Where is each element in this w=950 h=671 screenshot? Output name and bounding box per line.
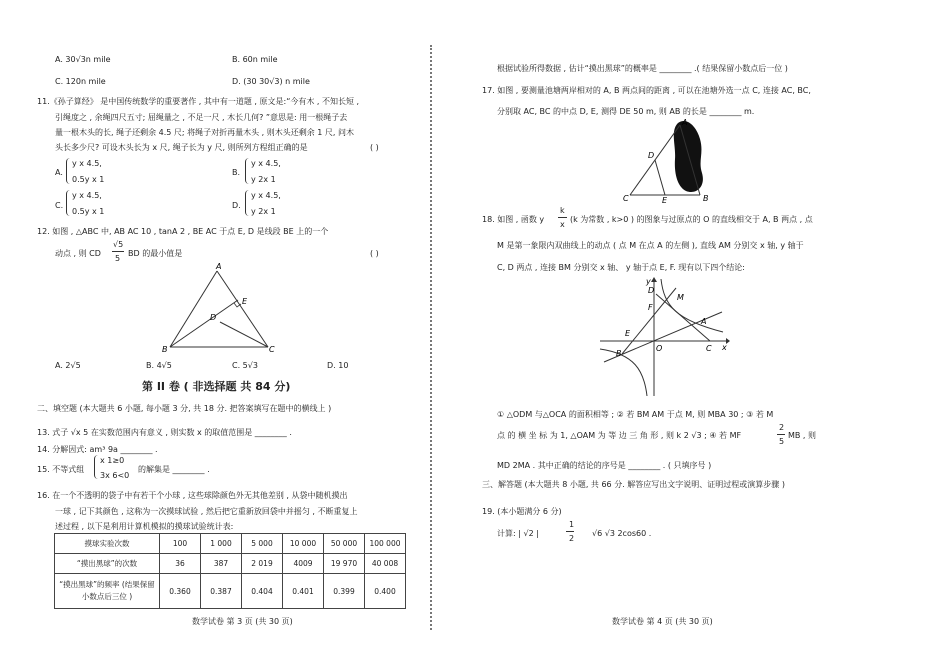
- table-cell: 40 008: [365, 554, 406, 574]
- part2-title: 第 II 卷 ( 非选择题 共 84 分): [142, 380, 291, 393]
- q11-line4: 头长多少尺? 可设木头长为 x 尺, 绳子长为 y 尺, 则所列方程组正确的是: [55, 143, 308, 152]
- q18-line6: MD 2MA . 其中正确的结论的序号是 ________ . ( 只填序号 ): [497, 461, 712, 470]
- label-o: O: [656, 344, 663, 353]
- q10-option-b: B. 60n mile: [232, 55, 278, 64]
- q17-line2: 分别取 AC, BC 的中点 D, E, 测得 DE 50 m, 则 AB 的长是 ________ m.: [497, 107, 755, 116]
- q16-continuation: 根据试验所得数据 , 估计“摸出黑球”的概率是 ________ .( 结果保留小数点后一位 ): [497, 64, 788, 73]
- q11-option-a-eq2: 0.5y x 1: [72, 175, 105, 184]
- table-cell: 36: [160, 554, 201, 574]
- q12-triangle-figure: [160, 260, 290, 356]
- label-a: A: [216, 262, 222, 271]
- q12-line2-suffix: BD 的最小值是: [128, 249, 183, 258]
- table-header-cell: “摸出黑球”的频率 (结果保留小数点后三位 ): [55, 574, 160, 609]
- table-cell: 0.400: [365, 574, 406, 609]
- table-cell: 0.399: [324, 574, 365, 609]
- label-d: D: [210, 313, 217, 322]
- label-a: A: [701, 317, 707, 326]
- right-page-footer: 数学试卷 第 4 页 (共 30 页): [612, 617, 713, 626]
- label-b: B: [162, 345, 168, 354]
- q19-fraction-numerator: 1: [569, 520, 575, 529]
- table-cell: 19 970: [324, 554, 365, 574]
- q12-fraction-numerator: √5: [113, 240, 124, 249]
- label-x: x: [722, 343, 727, 352]
- q11-option-c-eq1: y x 4.5,: [72, 191, 102, 200]
- table-cell: 387: [201, 554, 242, 574]
- q18-mf-denominator: 5: [779, 437, 785, 446]
- label-e: E: [242, 297, 248, 306]
- q12-option-c: C. 5√3: [232, 361, 258, 370]
- q12-option-d: D. 10: [327, 361, 349, 370]
- q11-option-b-eq2: y 2x 1: [251, 175, 276, 184]
- q11-option-d-label: D.: [232, 201, 241, 210]
- label-b: B: [703, 194, 709, 203]
- q18-mf-fraction-bar: [777, 434, 785, 435]
- q15-ineq2: 3x 6<0: [100, 471, 130, 480]
- q18-fraction-denominator: x: [560, 220, 565, 229]
- table-cell: 100 000: [365, 534, 406, 554]
- table-cell: 0.401: [283, 574, 324, 609]
- q11-answer-paren: ( ): [370, 143, 379, 152]
- q11-option-d-eq1: y x 4.5,: [251, 191, 281, 200]
- line-bm: [622, 288, 676, 354]
- q16-line3: 述过程 , 以下是利用计算机模拟的摸球试验统计表:: [55, 522, 234, 531]
- table-row: [55, 574, 406, 609]
- label-c: C: [269, 345, 275, 354]
- label-d: D: [648, 286, 655, 295]
- segment-cd: [220, 322, 268, 347]
- q18-line1-prefix: 18. 如图 , 函数 y: [482, 215, 545, 224]
- q16-experiment-table: [54, 533, 406, 609]
- q15-prefix: 15. 不等式组: [37, 465, 85, 474]
- q12-option-a: A. 2√5: [55, 361, 81, 370]
- right-angle-mark: [234, 303, 241, 307]
- table-row: [55, 534, 406, 554]
- y-axis-arrow-icon: [651, 277, 657, 282]
- q18-line3: C, D 两点 , 连接 BM 分别交 x 轴、 y 轴于点 E, F. 现有以下四个结论:: [497, 263, 745, 272]
- q18-line5: 点 的 横 坐 标 为 1, △OAM 为 等 边 三 角 形 , 则 k 2 √3 ; ④ 若 MF: [497, 431, 742, 440]
- label-e: E: [625, 329, 631, 338]
- q12-fraction-bar: [112, 251, 124, 252]
- label-d: D: [648, 151, 655, 160]
- q11-line2: 引绳度之 , 余绳四尺五寸; 屈绳量之 , 不足一尺 , 木长几何? ”意思是: 用一根绳子去: [55, 113, 348, 122]
- section2-heading: 二、填空题 (本大题共 6 小题, 每小题 3 分, 共 18 分. 把答案填写在题中的横线上 ): [37, 404, 332, 413]
- label-c: C: [623, 194, 629, 203]
- table-header-cell: “摸出黑球”的次数: [55, 554, 160, 574]
- q12-fraction-denominator: 5: [115, 254, 121, 263]
- table-cell: 0.387: [201, 574, 242, 609]
- q17-line1: 17. 如图 , 要测量池塘两岸相对的 A, B 两点间的距离 , 可以在池塘外选一点 C, 连接 AC, BC,: [482, 86, 811, 95]
- table-cell: 1 000: [201, 534, 242, 554]
- q11-option-c-label: C.: [55, 201, 64, 210]
- table-cell: 100: [160, 534, 201, 554]
- label-m: M: [677, 293, 684, 302]
- segment-de: [655, 160, 665, 195]
- segment-be: [170, 300, 238, 347]
- q10-option-c: C. 120n mile: [55, 77, 106, 86]
- label-f: F: [648, 303, 653, 312]
- q10-option-d: D. (30 30√3) n mile: [232, 77, 310, 86]
- q16-line1: 16. 在一个不透明的袋子中有若干个小球 , 这些球除颜色外无其他差别 , 从袋中随机摸出: [37, 491, 348, 500]
- q11-option-a-eq1: y x 4.5,: [72, 159, 102, 168]
- q11-line1: 11.《孙子算经》 是中国传统数学的重要著作 , 其中有一道题 , 原文是:“今有木 , 不知长短 ,: [37, 97, 360, 106]
- q17-pond-figure: [620, 115, 720, 205]
- pond-shape: [674, 121, 703, 192]
- q11-option-d-eq2: y 2x 1: [251, 207, 276, 216]
- q19-calc-suffix: √6 √3 2cos60 .: [592, 529, 652, 538]
- table-cell: 50 000: [324, 534, 365, 554]
- label-c: C: [706, 344, 712, 353]
- q18-fraction-bar: [558, 217, 567, 218]
- q18-line5-suffix: MB , 则: [788, 431, 817, 440]
- q18-line2: M 是第一象限内双曲线上的动点 ( 点 M 在点 A 的左侧 ), 直线 AM 分别交 x 轴, y 轴于: [497, 241, 804, 250]
- q12-line2-prefix: 动点 , 则 CD: [55, 249, 101, 258]
- table-cell: 10 000: [283, 534, 324, 554]
- table-cell: 2 019: [242, 554, 283, 574]
- q11-line3: 量一根木头的长, 绳子还剩余 4.5 尺; 将绳子对折再量木头 , 则木头还剩余 1 尺, 问木: [55, 128, 355, 137]
- label-a: A: [682, 118, 688, 127]
- q10-option-a: A. 30√3n mile: [55, 55, 111, 64]
- q12-answer-paren: ( ): [370, 249, 379, 258]
- q13: 13. 式子 √x 5 在实数范围内有意义 , 则实数 x 的取值范围是 ________ .: [37, 428, 292, 437]
- q18-mf-numerator: 2: [779, 423, 785, 432]
- q19-title: 19. (本小题满分 6 分): [482, 507, 562, 516]
- q18-line4: ① △ODM 与△OCA 的面积相等 ; ② 若 BM AM 于点 M, 则 MBA 30 ; ③ 若 M: [497, 410, 774, 419]
- table-cell: 0.404: [242, 574, 283, 609]
- page-fold-divider: [430, 45, 432, 630]
- q18-hyperbola-figure: [598, 276, 730, 398]
- q19-fraction-denominator: 2: [569, 534, 575, 543]
- q11-option-b-eq1: y x 4.5,: [251, 159, 281, 168]
- q11-option-b-label: B.: [232, 168, 241, 177]
- q19-fraction-bar: [566, 531, 574, 532]
- table-cell: 0.360: [160, 574, 201, 609]
- table-header-cell: 摸球实验次数: [55, 534, 160, 554]
- q16-line2: 一球 , 记下其颜色 , 这称为一次摸球试验 , 然后把它重新放回袋中并摇匀 , 不断重复上: [55, 507, 358, 516]
- table-row: [55, 554, 406, 574]
- left-page-footer: 数学试卷 第 3 页 (共 30 页): [192, 617, 293, 626]
- q11-option-c-eq2: 0.5y x 1: [72, 207, 105, 216]
- q18-line1-suffix: (k 为常数 , k>0 ) 的图象与过原点的 O 的直线相交于 A, B 两点 , 点: [570, 215, 813, 224]
- q18-fraction-numerator: k: [560, 206, 565, 215]
- label-e: E: [662, 196, 668, 205]
- q14: 14. 分解因式: am³ 9a ________ .: [37, 445, 158, 454]
- label-y: y: [646, 277, 651, 286]
- hyperbola-branch-q1: [661, 279, 723, 332]
- table-cell: 5 000: [242, 534, 283, 554]
- q19-calc-prefix: 计算: | √2 |: [497, 529, 539, 538]
- q11-option-a-label: A.: [55, 168, 63, 177]
- q12-option-b: B. 4√5: [146, 361, 172, 370]
- q12-line1: 12. 如图 , △ABC 中, AB AC 10 , tanA 2 , BE AC 于点 E, D 是线段 BE 上的一个: [37, 227, 329, 236]
- q15-suffix: 的解集是 ________ .: [138, 465, 210, 474]
- section3-heading: 三、解答题 (本大题共 8 小题, 共 66 分. 解答应写出文字说明、证明过程或演算步骤 ): [482, 480, 785, 489]
- hyperbola-branch-q3: [600, 349, 647, 396]
- segment-ab: [170, 271, 217, 347]
- table-cell: 4009: [283, 554, 324, 574]
- q15-ineq1: x 1≥0: [100, 456, 125, 465]
- label-b: B: [616, 349, 622, 358]
